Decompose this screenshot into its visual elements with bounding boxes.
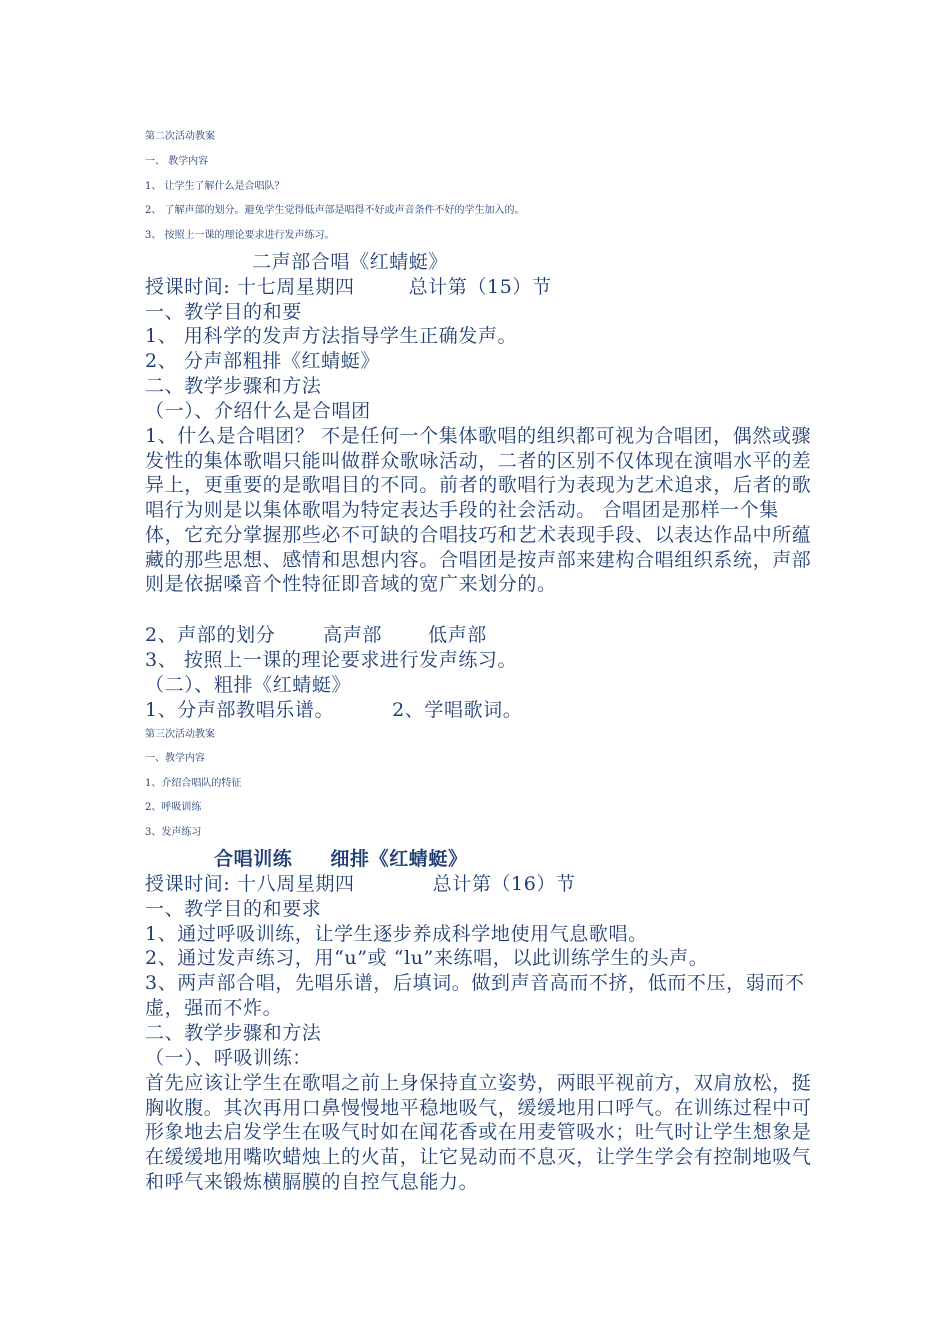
lesson16-goal-heading: 一、教学目的和要求 <box>145 898 322 920</box>
section2-item: 1、 让学生了解什么是合唱队？ <box>145 181 285 192</box>
lesson15-goal: 2、 分声部粗排《红蜻蜓》 <box>145 350 380 372</box>
lesson16-goal: 1、通过呼吸训练，让学生逐步养成科学地使用气息歌唱。 <box>145 923 648 945</box>
lesson16-goal: 3、两声部合唱，先唱乐谱，后填词。做到声音高而不挤，低而不压，弱而不虚，强而不炸。 <box>145 972 805 1019</box>
lesson15-steps-heading: 二、教学步骤和方法 <box>145 375 322 397</box>
section2-heading: 第二次活动教案 <box>145 131 215 142</box>
lesson15-voice-division <box>145 623 487 648</box>
section3-item: 1、介绍合唱队的特征 <box>145 778 242 789</box>
section2-item: 一、 教学内容 <box>145 156 209 167</box>
voice-division-label: 2、声部的划分 <box>145 624 276 646</box>
lesson16-goal: 2、通过发声练习，用“u”或 “lu”来练唱，以此训练学生的头声。 <box>145 947 709 969</box>
voice-high: 高声部 <box>323 624 383 646</box>
lesson16-title <box>214 847 468 872</box>
lesson16-title-a: 合唱训练 <box>214 848 293 870</box>
lesson15-paragraph: 1、什么是合唱团？ 不是任何一个集体歌唱的组织都可视为合唱团，偶然或骤发性的集体歌唱只能叫做群众歌咏活动，二者的区别不仅体现在演唱水平的差异上，更重要的是歌唱目的不同。前者的歌唱行为表现为艺术追求，后者的歌唱行为则是以集体歌唱为特定表达手段的社会活动。 合唱团是那样一个集体，它充分掌握那些必不可缺的合唱技巧和艺术表现手段、以表达作品中所蕴藏的那些思想、感情和思想内容。合唱团是按声部来建构合唱组织系统，声部则是依据嗓音个性特征即音域的宽广来划分的。 <box>145 425 812 596</box>
lesson16-paragraph: 首先应该让学生在歌唱之前上身保持直立姿势，两眼平视前方，双肩放松，挺胸收腹。其次再用口鼻慢慢地平稳地吸气，缓缓地用口呼气。在训练过程中可形象地去启发学生在吸气时如在闻花香或在用麦管吸水；吐气时让学生想象是在缓缓地用嘴吹蜡烛上的火苗，让它晃动而不息灭，让学生学会有控制地吸气和呼气来锻炼横膈膜的自控气息能力。 <box>145 1072 812 1193</box>
lesson15-time-label: 授课时间: 十七周星期四 <box>145 276 355 298</box>
lesson15-total: 总计第（15）节 <box>408 276 552 298</box>
section3-heading: 第三次活动教案 <box>145 729 215 740</box>
section2-item: 3、 按照上一课的理论要求进行发声练习。 <box>145 230 335 241</box>
lesson16-total: 总计第（16）节 <box>432 873 576 895</box>
lesson15-step1-heading: （一）、介绍什么是合唱团 <box>145 400 371 422</box>
lesson15-step2-heading: （二）、粗排《红蜻蜓》 <box>145 674 352 696</box>
lesson16-time-label: 授课时间: 十八周星期四 <box>145 873 355 895</box>
lesson16-time <box>145 872 576 897</box>
section2-item: 2、 了解声部的划分。避免学生觉得低声部是唱得不好或声音条件不好的学生加入的。 <box>145 205 525 216</box>
lesson15-step2 <box>145 698 522 723</box>
lesson15-goal: 1、 用科学的发声方法指导学生正确发声。 <box>145 325 518 347</box>
lesson15-practice: 3、 按照上一课的理论要求进行发声练习。 <box>145 649 518 671</box>
lesson16-steps-heading: 二、教学步骤和方法 <box>145 1022 322 1044</box>
section3-item: 一、教学内容 <box>145 753 205 764</box>
lesson15-title: 二声部合唱《红蜻蜓》 <box>252 251 449 273</box>
lesson15-goal-heading: 一、教学目的和要 <box>145 301 302 323</box>
lesson15-time <box>145 275 552 300</box>
voice-low: 低声部 <box>428 624 487 646</box>
lesson16-step1-heading: （一）、呼吸训练： <box>145 1047 312 1069</box>
section3-item: 3、发声练习 <box>145 827 202 838</box>
step2-item: 1、分声部教唱乐谱。 <box>145 699 335 721</box>
step2-item: 2、学唱歌词。 <box>392 699 523 721</box>
section3-item: 2、呼吸训练 <box>145 802 202 813</box>
lesson16-title-b: 细排《红蜻蜓》 <box>330 848 468 870</box>
